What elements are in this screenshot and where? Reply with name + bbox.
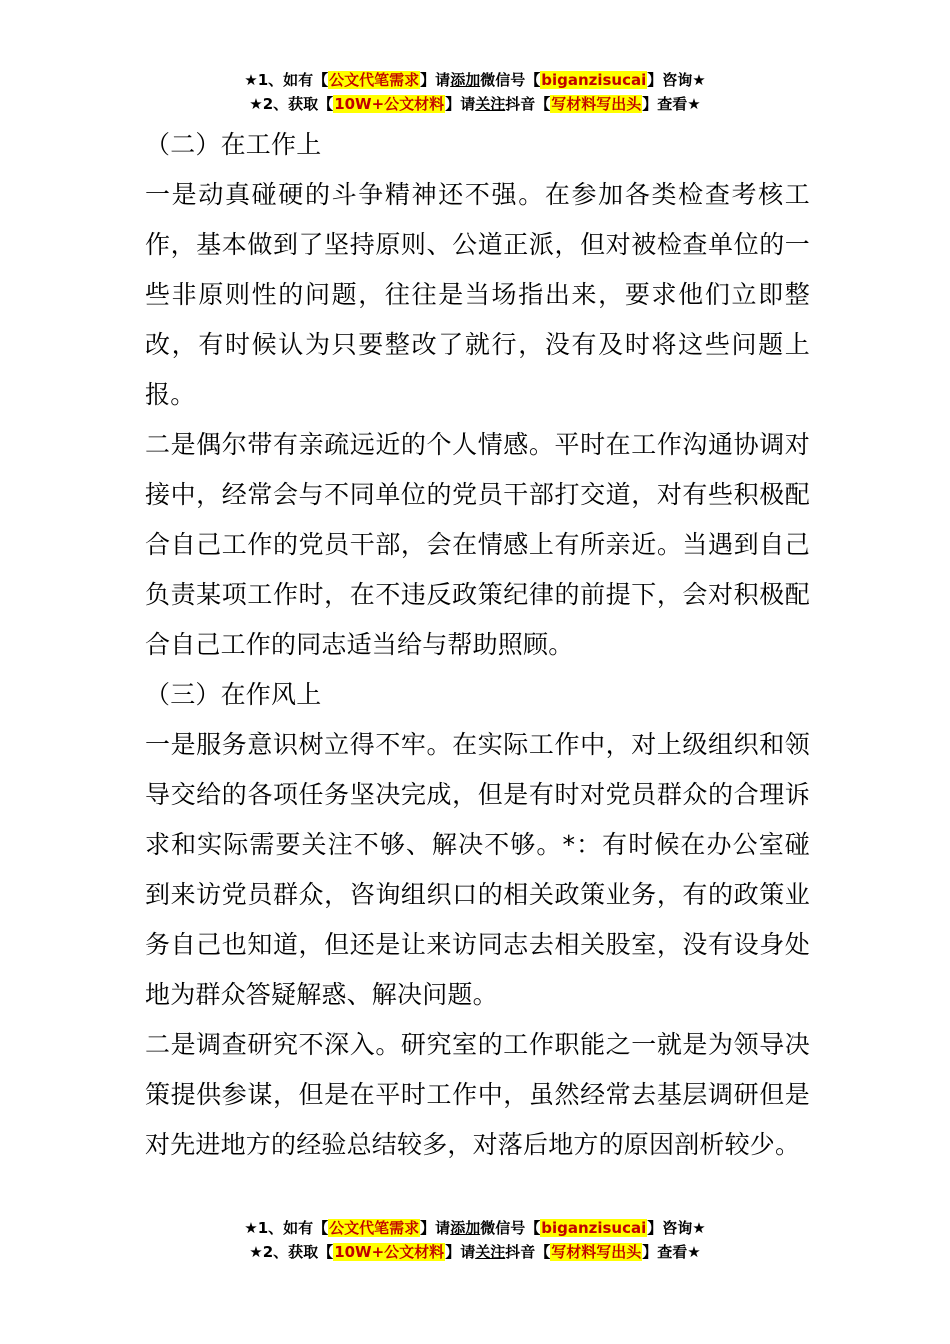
body-paragraph: 二是调查研究不深入。研究室的工作职能之一就是为领导决策提供参谋，但是在平时工作中，虽然经常去基层调研但是对先进地方的经验总结较多，对落后地方的原因剖析较少。 xyxy=(145,1030,810,1159)
banner-underlined-text: 添加 xyxy=(450,71,481,89)
footer-banner xyxy=(0,1216,950,1264)
banner-text: 微信号【 xyxy=(480,1219,541,1237)
banner-text: 】查看★ xyxy=(642,1243,701,1261)
banner-underlined-text: 关注 xyxy=(475,1243,506,1261)
document-body xyxy=(145,120,810,1170)
body-paragraph: 二是偶尔带有亲疏远近的个人情感。平时在工作沟通协调对接中，经常会与不同单位的党员干部打交道，对有些积极配合自己工作的党员干部，会在情感上有所亲近。当遇到自己负责某项工作时，在不违反政策纪律的前提下，会对积极配合自己工作的同志适当给与帮助照顾。 xyxy=(145,430,810,659)
banner-line-2 xyxy=(0,92,950,116)
section-heading: （二）在工作上 xyxy=(145,130,322,159)
banner-text: ★2、获取【 xyxy=(249,95,334,113)
banner-text: 】请 xyxy=(420,71,451,89)
banner-text: 】请 xyxy=(445,95,476,113)
banner-text: 抖音【 xyxy=(505,95,551,113)
banner-text: ★2、获取【 xyxy=(249,1243,334,1261)
banner-highlight: 10W+公文材料 xyxy=(334,95,445,113)
banner-text: 】查看★ xyxy=(642,95,701,113)
banner-highlight: 写材料写出头 xyxy=(551,95,642,113)
banner-text: ★1、如有【 xyxy=(244,1219,329,1237)
banner-highlight: biganzisucai xyxy=(541,71,647,89)
banner-highlight: 10W+公文材料 xyxy=(334,1243,445,1261)
banner-text: ★1、如有【 xyxy=(244,71,329,89)
banner-highlight: 公文代笔需求 xyxy=(329,1219,420,1237)
banner-line-1 xyxy=(0,68,950,92)
banner-line-1 xyxy=(0,1216,950,1240)
section-heading: （三）在作风上 xyxy=(145,680,322,709)
banner-text: 抖音【 xyxy=(505,1243,551,1261)
banner-highlight: 写材料写出头 xyxy=(551,1243,642,1261)
body-paragraph: 一是服务意识树立得不牢。在实际工作中，对上级组织和领导交给的各项任务坚决完成，但是有时对党员群众的合理诉求和实际需要关注不够、解决不够。*：有时候在办公室碰到来访党员群众，咨询组织口的相关政策业务，有的政策业务自己也知道，但还是让来访同志去相关股室，没有设身处地为群众答疑解惑、解决问题。 xyxy=(145,730,810,1009)
header-banner xyxy=(0,68,950,116)
banner-highlight: biganzisucai xyxy=(541,1219,647,1237)
banner-text: 微信号【 xyxy=(480,71,541,89)
banner-highlight: 公文代笔需求 xyxy=(329,71,420,89)
banner-line-2 xyxy=(0,1240,950,1264)
banner-text: 】咨询★ xyxy=(647,71,706,89)
banner-text: 】请 xyxy=(420,1219,451,1237)
banner-text: 】咨询★ xyxy=(647,1219,706,1237)
banner-text: 】请 xyxy=(445,1243,476,1261)
body-paragraph: 一是动真碰硬的斗争精神还不强。在参加各类检查考核工作，基本做到了坚持原则、公道正派，但对被检查单位的一些非原则性的问题，往往是当场指出来，要求他们立即整改，有时候认为只要整改了就行，没有及时将这些问题上报。 xyxy=(145,180,810,409)
banner-underlined-text: 关注 xyxy=(475,95,506,113)
banner-underlined-text: 添加 xyxy=(450,1219,481,1237)
